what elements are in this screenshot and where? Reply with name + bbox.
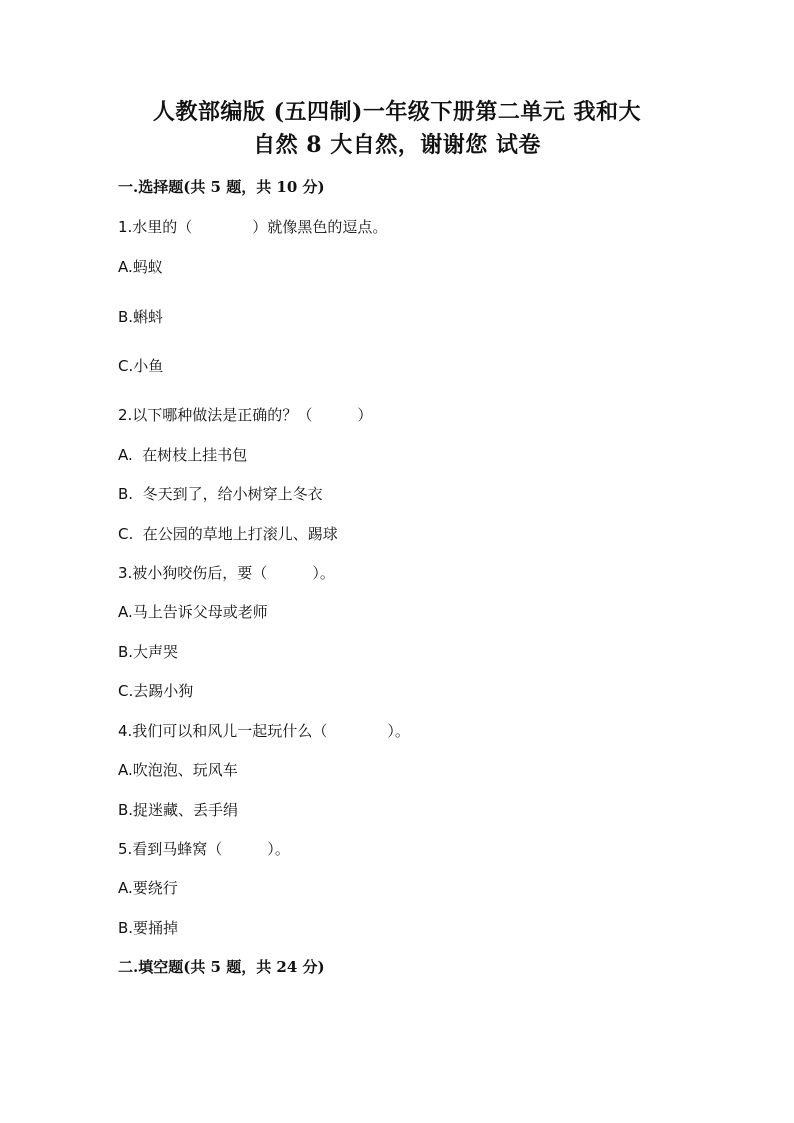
- section-heading-multiple-choice: 一.选择题(共 5 题，共 10 分): [118, 178, 325, 196]
- question-1-stem: 1.水里的（ ）就像黑色的逗点。: [118, 218, 388, 236]
- question-3-option-b: B.大声哭: [118, 643, 179, 661]
- question-2-option-c: C. 在公园的草地上打滚儿、踢球: [118, 525, 338, 543]
- question-2-stem: 2.以下哪种做法是正确的？（ ）: [118, 406, 373, 424]
- question-4-option-a: A.吹泡泡、玩风车: [118, 761, 238, 779]
- question-5-option-a: A.要绕行: [118, 879, 178, 897]
- document-title-line-1: 人教部编版 (五四制)一年级下册第二单元 我和大: [152, 99, 642, 125]
- question-3-option-a: A.马上告诉父母或老师: [118, 603, 268, 621]
- question-3-option-c: C.去踢小狗: [118, 682, 194, 700]
- question-3-stem: 3.被小狗咬伤后，要（ ）。: [118, 564, 335, 582]
- question-5-stem: 5.看到马蜂窝（ ）。: [118, 840, 290, 858]
- question-1-option-b: B.蝌蚪: [118, 308, 164, 326]
- section-heading-fill-in-blank: 二.填空题(共 5 题，共 24 分): [118, 958, 325, 976]
- document-title-line-2: 自然 8 大自然，谢谢您 试卷: [253, 132, 541, 158]
- question-1-option-c: C.小鱼: [118, 357, 164, 375]
- question-2-option-b: B. 冬天到了，给小树穿上冬衣: [118, 485, 323, 503]
- question-2-option-a: A. 在树枝上挂书包: [118, 446, 248, 464]
- question-5-option-b: B.要捅掉: [118, 919, 179, 937]
- question-4-option-b: B.捉迷藏、丢手绢: [118, 801, 239, 819]
- question-1-option-a: A.蚂蚁: [118, 258, 163, 276]
- question-4-stem: 4.我们可以和风儿一起玩什么（ ）。: [118, 722, 410, 740]
